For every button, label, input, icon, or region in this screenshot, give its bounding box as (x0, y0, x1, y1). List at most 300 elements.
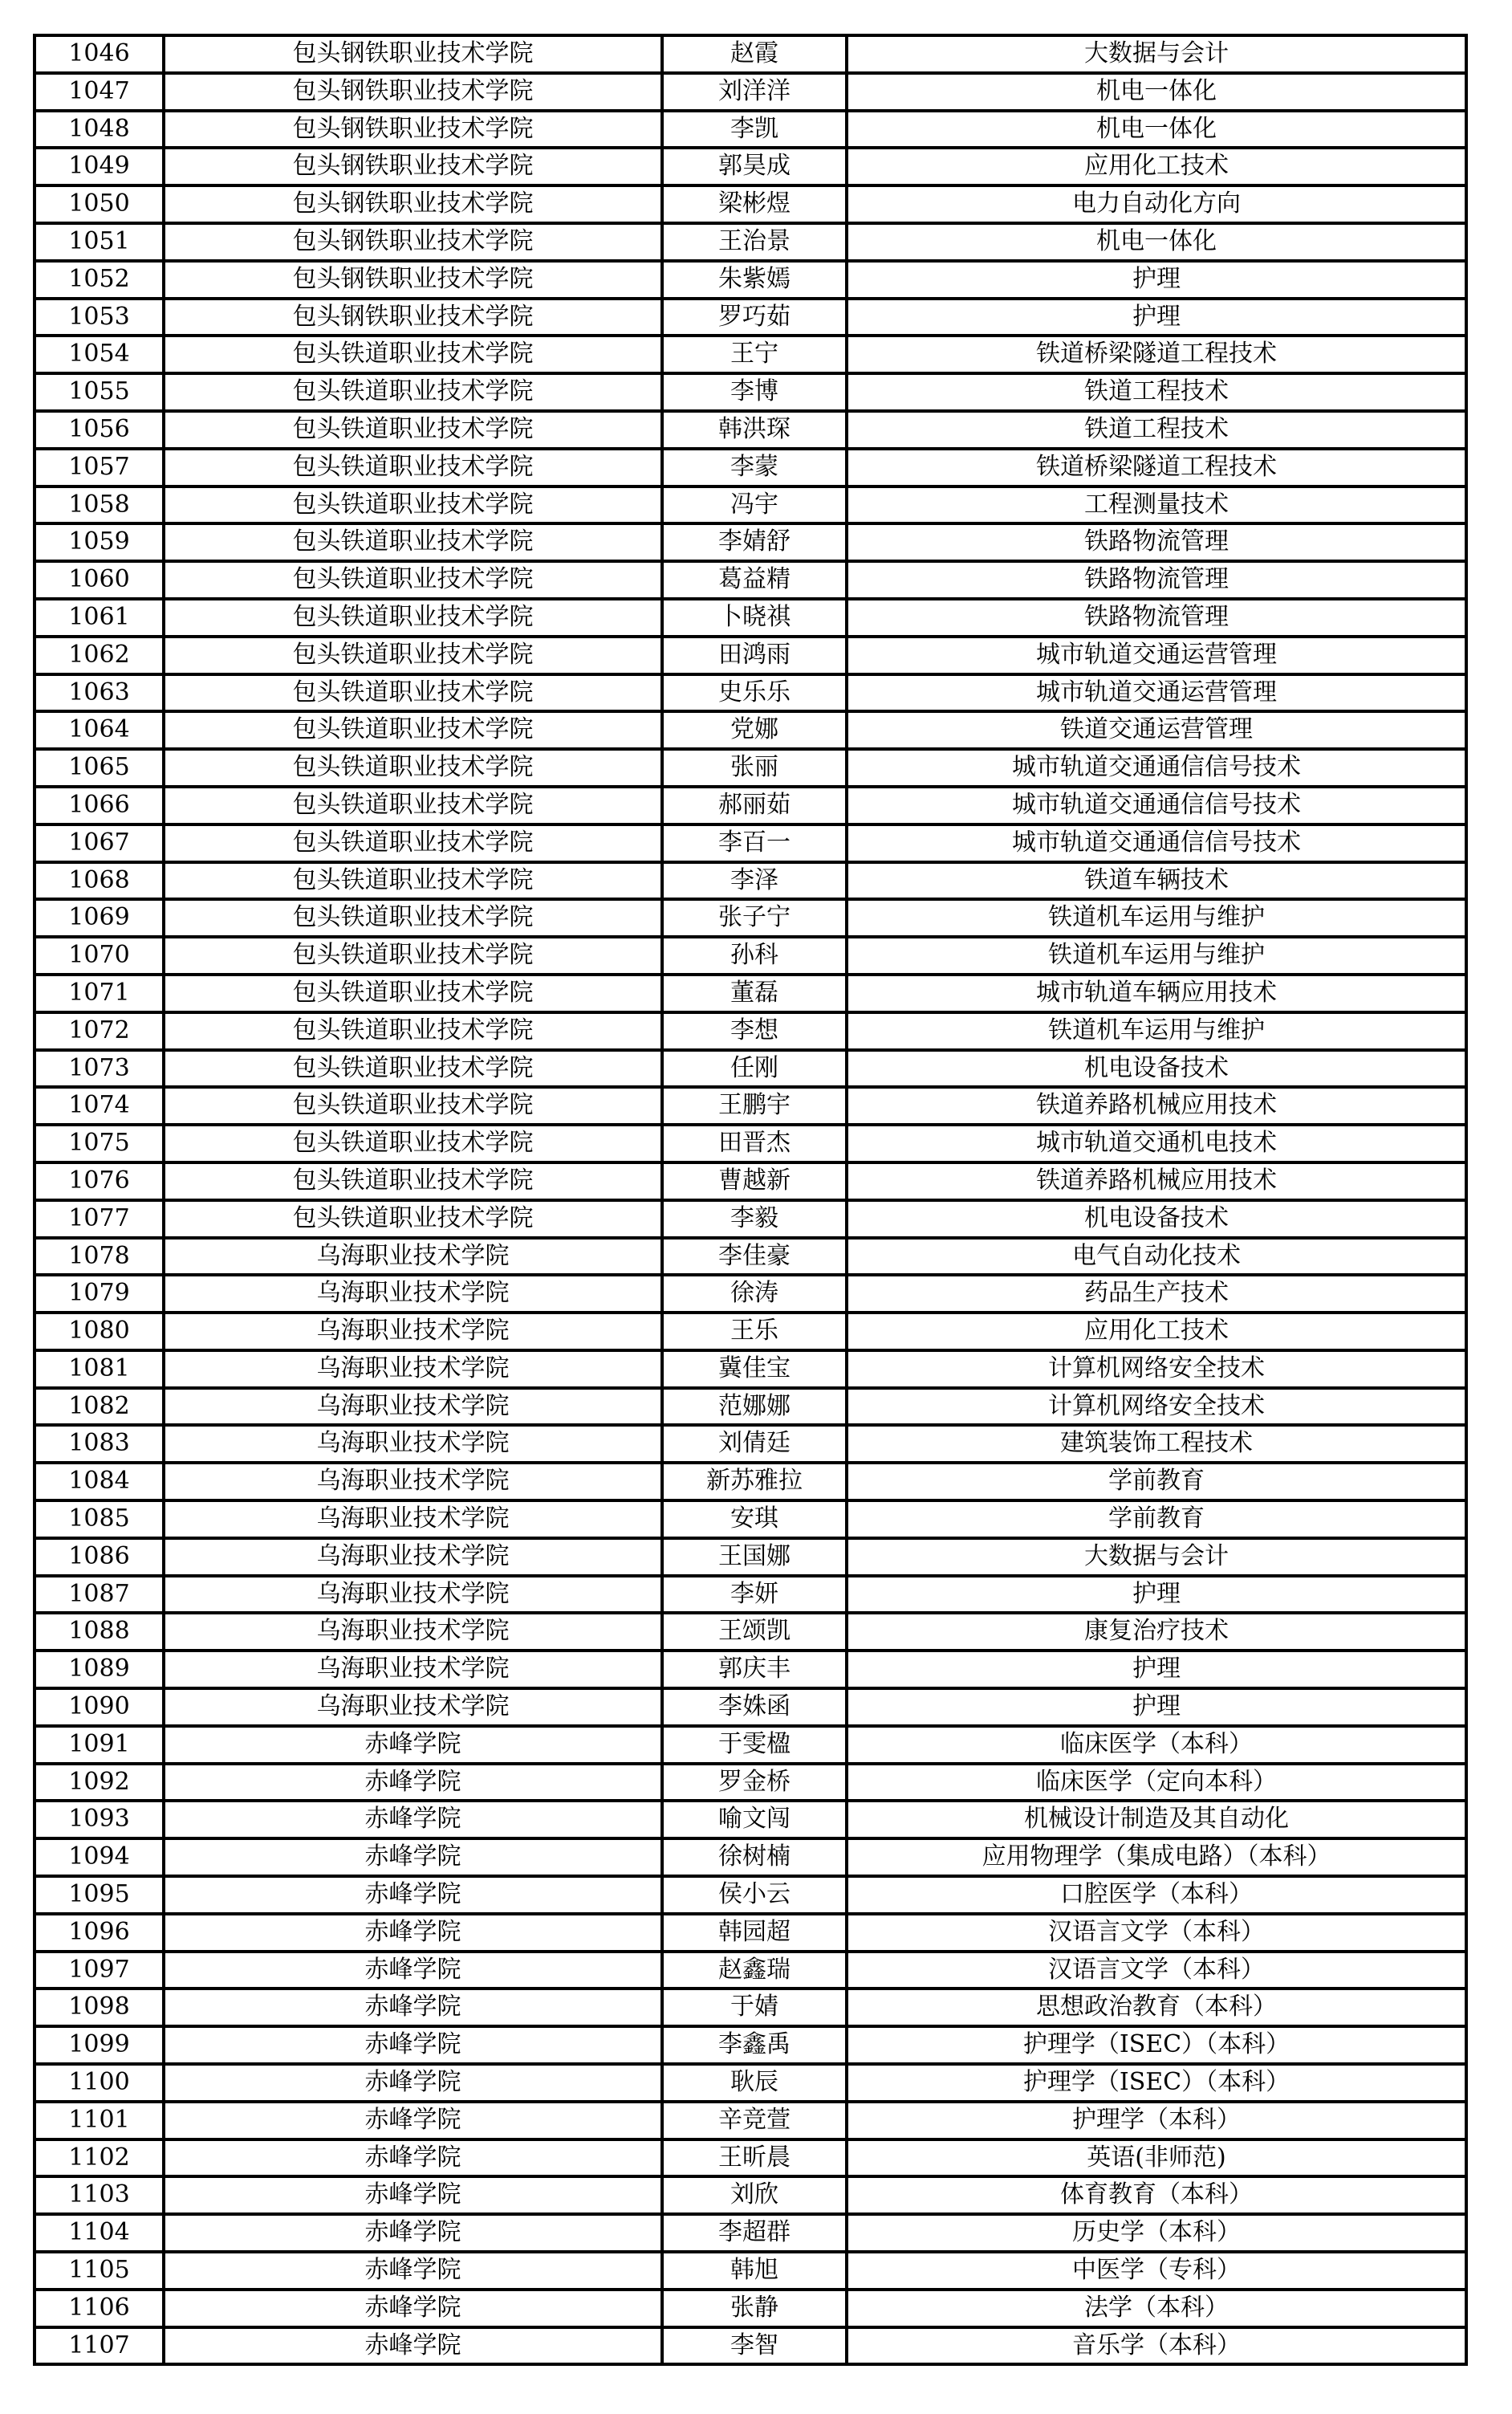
cell-major: 思想政治教育（本科） (847, 1989, 1466, 2026)
table-row (35, 1801, 1466, 1838)
cell-school: 乌海职业技术学院 (164, 1538, 662, 1576)
cell-number: 1069 (35, 899, 164, 937)
cell-name: 耿辰 (662, 2064, 847, 2102)
cell-school: 乌海职业技术学院 (164, 1688, 662, 1726)
table-row (35, 1688, 1466, 1726)
cell-major: 铁道工程技术 (847, 373, 1466, 411)
cell-school: 乌海职业技术学院 (164, 1350, 662, 1388)
table-row (35, 711, 1466, 749)
cell-major: 铁道交通运营管理 (847, 711, 1466, 749)
table-row (35, 411, 1466, 449)
cell-name: 王宁 (662, 336, 847, 373)
cell-name: 李超群 (662, 2214, 847, 2252)
cell-major: 机电一体化 (847, 223, 1466, 261)
table-row (35, 1350, 1466, 1388)
cell-number: 1051 (35, 223, 164, 261)
table-row (35, 1463, 1466, 1500)
table-row (35, 899, 1466, 937)
cell-school: 乌海职业技术学院 (164, 1238, 662, 1276)
cell-name: 辛竞萱 (662, 2102, 847, 2139)
table-row (35, 2102, 1466, 2139)
table-row (35, 1162, 1466, 1200)
cell-school: 赤峰学院 (164, 2026, 662, 2064)
table-row (35, 299, 1466, 336)
cell-number: 1083 (35, 1425, 164, 1463)
cell-number: 1103 (35, 2176, 164, 2214)
cell-name: 史乐乐 (662, 674, 847, 712)
table-row (35, 2327, 1466, 2365)
cell-school: 包头铁道职业技术学院 (164, 373, 662, 411)
cell-major: 计算机网络安全技术 (847, 1388, 1466, 1426)
cell-name: 李鑫禹 (662, 2026, 847, 2064)
cell-number: 1071 (35, 975, 164, 1012)
cell-school: 包头铁道职业技术学院 (164, 1012, 662, 1050)
cell-school: 乌海职业技术学院 (164, 1388, 662, 1426)
cell-name: 李姝函 (662, 1688, 847, 1726)
cell-major: 康复治疗技术 (847, 1613, 1466, 1651)
cell-major: 机电一体化 (847, 111, 1466, 149)
cell-school: 包头铁道职业技术学院 (164, 862, 662, 900)
cell-name: 于婧 (662, 1989, 847, 2026)
table-row (35, 1200, 1466, 1238)
cell-major: 法学（本科） (847, 2290, 1466, 2327)
cell-number: 1097 (35, 1952, 164, 1989)
cell-major: 电力自动化方向 (847, 185, 1466, 223)
cell-name: 孙科 (662, 937, 847, 975)
cell-number: 1088 (35, 1613, 164, 1651)
cell-number: 1058 (35, 486, 164, 524)
table-row (35, 599, 1466, 637)
cell-number: 1096 (35, 1914, 164, 1952)
cell-major: 临床医学（本科） (847, 1726, 1466, 1764)
cell-major: 铁道养路机械应用技术 (847, 1162, 1466, 1200)
cell-name: 朱紫嫣 (662, 261, 847, 299)
cell-school: 赤峰学院 (164, 2214, 662, 2252)
cell-number: 1077 (35, 1200, 164, 1238)
cell-number: 1086 (35, 1538, 164, 1576)
cell-major: 护理 (847, 1651, 1466, 1688)
cell-name: 张丽 (662, 749, 847, 787)
cell-school: 赤峰学院 (164, 1726, 662, 1764)
cell-school: 包头铁道职业技术学院 (164, 1162, 662, 1200)
table-row (35, 1764, 1466, 1801)
table-row (35, 223, 1466, 261)
table-row (35, 637, 1466, 674)
cell-school: 包头铁道职业技术学院 (164, 711, 662, 749)
cell-major: 大数据与会计 (847, 1538, 1466, 1576)
cell-school: 包头钢铁职业技术学院 (164, 111, 662, 149)
cell-number: 1094 (35, 1838, 164, 1876)
cell-name: 喻文闯 (662, 1801, 847, 1838)
cell-name: 新苏雅拉 (662, 1463, 847, 1500)
table-row (35, 1989, 1466, 2026)
cell-major: 机电一体化 (847, 73, 1466, 111)
cell-school: 赤峰学院 (164, 2176, 662, 2214)
cell-school: 赤峰学院 (164, 1764, 662, 1801)
cell-major: 临床医学（定向本科） (847, 1764, 1466, 1801)
cell-name: 王昕晨 (662, 2139, 847, 2177)
table-row (35, 261, 1466, 299)
cell-number: 1081 (35, 1350, 164, 1388)
cell-number: 1075 (35, 1125, 164, 1162)
table-row (35, 2290, 1466, 2327)
cell-major: 音乐学（本科） (847, 2327, 1466, 2365)
cell-school: 包头铁道职业技术学院 (164, 1087, 662, 1125)
cell-major: 应用化工技术 (847, 1313, 1466, 1350)
cell-number: 1060 (35, 561, 164, 599)
table-row (35, 73, 1466, 111)
cell-name: 冯宇 (662, 486, 847, 524)
cell-number: 1101 (35, 2102, 164, 2139)
cell-number: 1072 (35, 1012, 164, 1050)
cell-name: 李博 (662, 373, 847, 411)
cell-major: 护理 (847, 1688, 1466, 1726)
cell-major: 铁道工程技术 (847, 411, 1466, 449)
table-row (35, 937, 1466, 975)
cell-school: 赤峰学院 (164, 1989, 662, 2026)
cell-number: 1095 (35, 1876, 164, 1914)
table-row (35, 1576, 1466, 1614)
cell-major: 铁道桥梁隧道工程技术 (847, 336, 1466, 373)
cell-name: 党娜 (662, 711, 847, 749)
cell-school: 乌海职业技术学院 (164, 1425, 662, 1463)
cell-name: 郭庆丰 (662, 1651, 847, 1688)
cell-major: 大数据与会计 (847, 35, 1466, 73)
cell-school: 包头铁道职业技术学院 (164, 824, 662, 862)
cell-major: 机械设计制造及其自动化 (847, 1801, 1466, 1838)
cell-school: 乌海职业技术学院 (164, 1500, 662, 1538)
cell-school: 包头铁道职业技术学院 (164, 787, 662, 824)
cell-number: 1084 (35, 1463, 164, 1500)
cell-name: 任刚 (662, 1050, 847, 1088)
cell-school: 包头铁道职业技术学院 (164, 1125, 662, 1162)
cell-major: 护理 (847, 1576, 1466, 1614)
table-row (35, 2026, 1466, 2064)
cell-number: 1062 (35, 637, 164, 674)
cell-school: 赤峰学院 (164, 1838, 662, 1876)
table-row (35, 2139, 1466, 2177)
cell-number: 1087 (35, 1576, 164, 1614)
table-row (35, 449, 1466, 486)
cell-name: 刘倩廷 (662, 1425, 847, 1463)
cell-school: 包头铁道职业技术学院 (164, 523, 662, 561)
cell-number: 1070 (35, 937, 164, 975)
cell-name: 冀佳宝 (662, 1350, 847, 1388)
cell-school: 乌海职业技术学院 (164, 1613, 662, 1651)
cell-number: 1049 (35, 148, 164, 185)
cell-school: 乌海职业技术学院 (164, 1275, 662, 1313)
cell-number: 1061 (35, 599, 164, 637)
cell-name: 王治景 (662, 223, 847, 261)
cell-school: 乌海职业技术学院 (164, 1651, 662, 1688)
cell-school: 乌海职业技术学院 (164, 1463, 662, 1500)
table-row (35, 787, 1466, 824)
cell-school: 赤峰学院 (164, 1876, 662, 1914)
cell-number: 1100 (35, 2064, 164, 2102)
cell-major: 城市轨道交通运营管理 (847, 637, 1466, 674)
cell-name: 王颂凯 (662, 1613, 847, 1651)
cell-major: 口腔医学（本科） (847, 1876, 1466, 1914)
cell-name: 董磊 (662, 975, 847, 1012)
cell-major: 应用化工技术 (847, 148, 1466, 185)
cell-major: 城市轨道车辆应用技术 (847, 975, 1466, 1012)
cell-major: 铁道机车运用与维护 (847, 1012, 1466, 1050)
cell-major: 城市轨道交通运营管理 (847, 674, 1466, 712)
cell-school: 包头铁道职业技术学院 (164, 561, 662, 599)
cell-school: 包头铁道职业技术学院 (164, 449, 662, 486)
cell-major: 城市轨道交通通信信号技术 (847, 749, 1466, 787)
table-row (35, 185, 1466, 223)
cell-major: 城市轨道交通机电技术 (847, 1125, 1466, 1162)
cell-number: 1064 (35, 711, 164, 749)
cell-number: 1091 (35, 1726, 164, 1764)
cell-major: 建筑装饰工程技术 (847, 1425, 1466, 1463)
cell-number: 1063 (35, 674, 164, 712)
cell-major: 学前教育 (847, 1500, 1466, 1538)
cell-school: 包头铁道职业技术学院 (164, 975, 662, 1012)
cell-major: 铁道桥梁隧道工程技术 (847, 449, 1466, 486)
cell-number: 1055 (35, 373, 164, 411)
cell-school: 赤峰学院 (164, 2102, 662, 2139)
cell-name: 梁彬煜 (662, 185, 847, 223)
cell-school: 包头铁道职业技术学院 (164, 336, 662, 373)
cell-number: 1053 (35, 299, 164, 336)
cell-name: 李泽 (662, 862, 847, 900)
table-row (35, 2064, 1466, 2102)
cell-school: 包头钢铁职业技术学院 (164, 148, 662, 185)
cell-number: 1093 (35, 1801, 164, 1838)
cell-major: 铁路物流管理 (847, 561, 1466, 599)
cell-name: 张静 (662, 2290, 847, 2327)
cell-name: 卜晓祺 (662, 599, 847, 637)
table-row (35, 975, 1466, 1012)
cell-number: 1048 (35, 111, 164, 149)
cell-school: 包头铁道职业技术学院 (164, 411, 662, 449)
table-row (35, 862, 1466, 900)
table-row (35, 523, 1466, 561)
cell-major: 应用物理学（集成电路）（本科） (847, 1838, 1466, 1876)
cell-school: 赤峰学院 (164, 1801, 662, 1838)
cell-major: 铁道机车运用与维护 (847, 937, 1466, 975)
cell-name: 郭昊成 (662, 148, 847, 185)
table-row (35, 2214, 1466, 2252)
cell-number: 1066 (35, 787, 164, 824)
table-row (35, 1538, 1466, 1576)
cell-major: 汉语言文学（本科） (847, 1914, 1466, 1952)
cell-name: 田鸿雨 (662, 637, 847, 674)
cell-school: 赤峰学院 (164, 2139, 662, 2177)
cell-number: 1059 (35, 523, 164, 561)
table-row (35, 561, 1466, 599)
table-row (35, 336, 1466, 373)
table-row (35, 1087, 1466, 1125)
cell-school: 包头铁道职业技术学院 (164, 749, 662, 787)
cell-school: 包头铁道职业技术学院 (164, 899, 662, 937)
cell-school: 赤峰学院 (164, 1952, 662, 1989)
cell-name: 范娜娜 (662, 1388, 847, 1426)
cell-name: 赵鑫瑞 (662, 1952, 847, 1989)
cell-name: 侯小云 (662, 1876, 847, 1914)
cell-school: 包头钢铁职业技术学院 (164, 185, 662, 223)
cell-name: 韩旭 (662, 2252, 847, 2290)
cell-school: 包头铁道职业技术学院 (164, 1200, 662, 1238)
cell-name: 王鹏宇 (662, 1087, 847, 1125)
cell-name: 曹越新 (662, 1162, 847, 1200)
table-row (35, 1500, 1466, 1538)
cell-name: 赵霞 (662, 35, 847, 73)
cell-name: 张子宁 (662, 899, 847, 937)
cell-name: 葛益精 (662, 561, 847, 599)
cell-number: 1047 (35, 73, 164, 111)
cell-number: 1067 (35, 824, 164, 862)
cell-name: 韩洪琛 (662, 411, 847, 449)
cell-school: 包头钢铁职业技术学院 (164, 223, 662, 261)
cell-major: 铁道机车运用与维护 (847, 899, 1466, 937)
cell-number: 1089 (35, 1651, 164, 1688)
cell-major: 工程测量技术 (847, 486, 1466, 524)
cell-name: 徐树楠 (662, 1838, 847, 1876)
cell-number: 1092 (35, 1764, 164, 1801)
table-row (35, 1726, 1466, 1764)
table-row (35, 148, 1466, 185)
cell-number: 1052 (35, 261, 164, 299)
cell-school: 包头铁道职业技术学院 (164, 486, 662, 524)
cell-major: 学前教育 (847, 1463, 1466, 1500)
cell-school: 包头铁道职业技术学院 (164, 937, 662, 975)
cell-name: 徐涛 (662, 1275, 847, 1313)
cell-major: 中医学（专科） (847, 2252, 1466, 2290)
cell-major: 计算机网络安全技术 (847, 1350, 1466, 1388)
cell-name: 刘欣 (662, 2176, 847, 2214)
cell-school: 包头钢铁职业技术学院 (164, 35, 662, 73)
cell-number: 1099 (35, 2026, 164, 2064)
table-row (35, 1914, 1466, 1952)
cell-name: 罗金桥 (662, 1764, 847, 1801)
cell-name: 王国娜 (662, 1538, 847, 1576)
cell-major: 机电设备技术 (847, 1050, 1466, 1088)
table-row (35, 1425, 1466, 1463)
cell-school: 乌海职业技术学院 (164, 1576, 662, 1614)
cell-name: 李百一 (662, 824, 847, 862)
cell-school: 赤峰学院 (164, 2327, 662, 2365)
cell-number: 1056 (35, 411, 164, 449)
table-row (35, 1125, 1466, 1162)
cell-name: 于雯楹 (662, 1726, 847, 1764)
cell-name: 李智 (662, 2327, 847, 2365)
cell-school: 包头铁道职业技术学院 (164, 637, 662, 674)
cell-major: 铁路物流管理 (847, 599, 1466, 637)
cell-school: 包头钢铁职业技术学院 (164, 299, 662, 336)
cell-number: 1050 (35, 185, 164, 223)
cell-name: 王乐 (662, 1313, 847, 1350)
student-records-table (33, 34, 1468, 2366)
cell-number: 1068 (35, 862, 164, 900)
cell-number: 1054 (35, 336, 164, 373)
table-row (35, 1012, 1466, 1050)
table-row (35, 749, 1466, 787)
table-row (35, 1050, 1466, 1088)
table-row (35, 2176, 1466, 2214)
cell-school: 包头铁道职业技术学院 (164, 599, 662, 637)
cell-school: 包头钢铁职业技术学院 (164, 261, 662, 299)
table-row (35, 824, 1466, 862)
table-row (35, 1651, 1466, 1688)
cell-school: 赤峰学院 (164, 1914, 662, 1952)
cell-major: 护理学（ISEC）（本科） (847, 2064, 1466, 2102)
cell-number: 1090 (35, 1688, 164, 1726)
cell-number: 1078 (35, 1238, 164, 1276)
cell-name: 李想 (662, 1012, 847, 1050)
cell-major: 铁道车辆技术 (847, 862, 1466, 900)
cell-major: 电气自动化技术 (847, 1238, 1466, 1276)
table-row (35, 2252, 1466, 2290)
cell-name: 刘洋洋 (662, 73, 847, 111)
cell-major: 护理学（本科） (847, 2102, 1466, 2139)
table-row (35, 486, 1466, 524)
cell-number: 1104 (35, 2214, 164, 2252)
cell-number: 1046 (35, 35, 164, 73)
cell-number: 1106 (35, 2290, 164, 2327)
cell-major: 护理 (847, 261, 1466, 299)
table-row (35, 1838, 1466, 1876)
table-row (35, 1876, 1466, 1914)
cell-school: 赤峰学院 (164, 2290, 662, 2327)
cell-number: 1082 (35, 1388, 164, 1426)
cell-major: 护理 (847, 299, 1466, 336)
table-row (35, 1275, 1466, 1313)
cell-number: 1080 (35, 1313, 164, 1350)
table-row (35, 1613, 1466, 1651)
cell-name: 李蒙 (662, 449, 847, 486)
cell-name: 李婧舒 (662, 523, 847, 561)
cell-major: 机电设备技术 (847, 1200, 1466, 1238)
cell-number: 1102 (35, 2139, 164, 2177)
cell-school: 赤峰学院 (164, 2064, 662, 2102)
cell-school: 赤峰学院 (164, 2252, 662, 2290)
cell-school: 包头铁道职业技术学院 (164, 674, 662, 712)
cell-major: 城市轨道交通通信信号技术 (847, 824, 1466, 862)
cell-name: 李毅 (662, 1200, 847, 1238)
table-row (35, 35, 1466, 73)
records-table-body (35, 35, 1466, 2364)
cell-name: 罗巧茹 (662, 299, 847, 336)
cell-major: 汉语言文学（本科） (847, 1952, 1466, 1989)
cell-school: 包头铁道职业技术学院 (164, 1050, 662, 1088)
cell-name: 李妍 (662, 1576, 847, 1614)
cell-major: 铁路物流管理 (847, 523, 1466, 561)
cell-number: 1073 (35, 1050, 164, 1088)
cell-name: 韩园超 (662, 1914, 847, 1952)
cell-name: 李凯 (662, 111, 847, 149)
cell-number: 1057 (35, 449, 164, 486)
cell-major: 药品生产技术 (847, 1275, 1466, 1313)
cell-major: 体育教育（本科） (847, 2176, 1466, 2214)
cell-name: 田晋杰 (662, 1125, 847, 1162)
cell-number: 1085 (35, 1500, 164, 1538)
cell-number: 1065 (35, 749, 164, 787)
cell-major: 铁道养路机械应用技术 (847, 1087, 1466, 1125)
cell-name: 李佳豪 (662, 1238, 847, 1276)
cell-major: 历史学（本科） (847, 2214, 1466, 2252)
table-row (35, 111, 1466, 149)
cell-major: 英语(非师范) (847, 2139, 1466, 2177)
cell-number: 1074 (35, 1087, 164, 1125)
cell-number: 1098 (35, 1989, 164, 2026)
cell-school: 包头钢铁职业技术学院 (164, 73, 662, 111)
cell-number: 1079 (35, 1275, 164, 1313)
cell-name: 郝丽茹 (662, 787, 847, 824)
cell-number: 1107 (35, 2327, 164, 2365)
